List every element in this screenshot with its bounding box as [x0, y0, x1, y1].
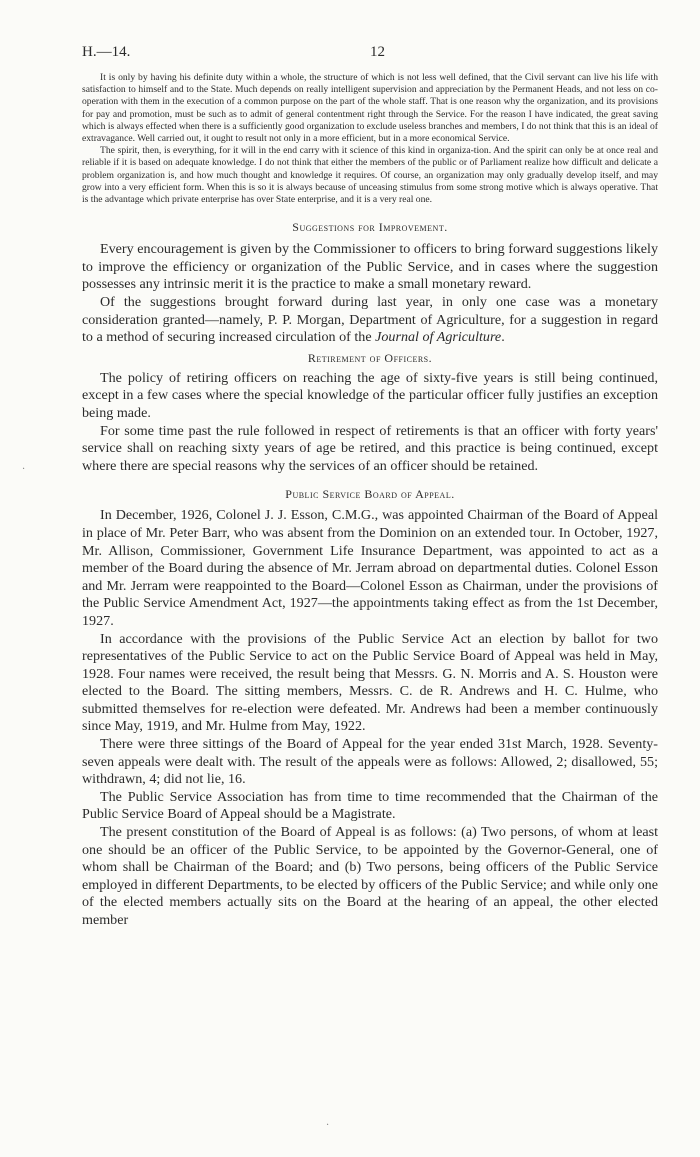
appeal-board-section [82, 507, 658, 929]
body-paragraph: For some time past the rule followed in respect of retirements is that an officer with forty years' service shall on reaching sixty years of age be retired, and this practice is being continued, except where there are special reasons why the services of an officer should be retained. [82, 422, 658, 474]
body-paragraph: Every encouragement is given by the Commissioner to officers to bring forward suggestions likely to improve the efficiency or organization of the Public Service, and in cases where the suggestion possesses any intrinsic merit it is the practice to make a small monetary reward. [82, 241, 658, 293]
paragraph-end: . [501, 329, 505, 346]
journal-title: Journal of Agriculture [375, 329, 502, 346]
section-heading-appeal-board: Public Service Board of Appeal. [285, 487, 455, 502]
document-reference: H.—14. [82, 44, 131, 60]
intro-paragraph: The spirit, then, is everything, for it will in the end carry with it science of this kind in organiza-tion. And the spirit can only be at once real and reliable if it is based on adequate knowledge. I do not think that either the members of the public or of Parliament realize how difficult and delicate a problem organization is, and how much thought and knowledge it requires. Of course, an organization may only gradually develop itself, and may grow into a very efficient form. When this is so it is always because of unceasing stimulus from some strong motive which is always operative. That is the advantage which private enterprise has over State enterprise, and it is a very real one. [82, 145, 658, 206]
body-paragraph: The policy of retiring officers on reaching the age of sixty-five years is still being continued, except in a few cases where the special knowledge of the particular officer fully justifies an exception being made. [82, 369, 658, 421]
retirement-section [82, 370, 658, 476]
body-paragraph: There were three sittings of the Board of Appeal for the year ended 31st March, 1928. Seventy-seven appeals were dealt with. The result of the appeals were as follows: Allowed, 2; disallowed, 55; withdrawn, 4; did not lie, 16. [82, 736, 658, 788]
document-page [82, 44, 658, 930]
paragraph-text: Of the suggestions brought forward during last year, in only one case was a monetary consideration granted—namely, P. P. Morgan, Department of Agriculture, for a suggestion in regard to a method of securing increased circulation of the [82, 294, 658, 346]
body-paragraph: In accordance with the provisions of the Public Service Act an election by ballot for two representatives of the Public Service to act on the Public Service Board of Appeal was held in May, 1928. Four names were received, the result being that Messrs. G. N. Morris and A. S. Houston were elected to the Board. The sitting members, Messrs. C. de R. Andrews and H. C. Hulme, who submitted themselves for re-election were defeated. Mr. Andrews had been a member continuously since May, 1919, and Mr. Hulme from May, 1922. [82, 630, 658, 735]
scan-mark: · [22, 464, 26, 475]
body-paragraph: The Public Service Association has from time to time recommended that the Chairman of the Public Service Board of Appeal should be a Magistrate. [82, 788, 658, 823]
body-paragraph [82, 294, 658, 347]
intro-paragraph: It is only by having his definite duty within a whole, the structure of which is not less well defined, that the Civil servant can live his life with satisfaction to himself and to the State. Much depends on really intelligent supervision and appreciation by the Permanent Heads, and not less on co-operation with them in the execution of a common purpose on the part of the whole staff. That is one reason why the organization, and its provisions for pay and promotion, must be such as to admit of general contentment right through the Service. For the reason I have indicated, the great saving which is always effected when there is a sufficiently good organization to exclude useless branches and members, I do not think that this is an ideal of extravagance. Well carried out, it ought to result not only in a more efficient, but in a more economical Service. [82, 72, 658, 145]
section-heading-suggestions: Suggestions for Improvement. [292, 220, 448, 235]
scan-mark: · [326, 1120, 330, 1131]
body-paragraph: The present constitution of the Board of Appeal is as follows: (a) Two persons, of whom at least one should be an officer of the Public Service, to be appointed by the Governor-General, one of whom shall be Chairman of the Board; and (b) Two persons, being officers of the Public Service employed in different Departments, to be elected by officers of the Public Service; and while only one of the elected members actually sits on the Board at the hearing of an appeal, the other elected member [82, 824, 658, 929]
body-paragraph: In December, 1926, Colonel J. J. Esson, C.M.G., was appointed Chairman of the Board of Appeal in place of Mr. Peter Barr, who was absent from the Dominion on an extended tour. In October, 1927, Mr. Allison, Commissioner, Government Life Insurance Department, was appointed to act as a member of the Board during the absence of Mr. Jerram abroad on departmental duties. Colonel Esson and Mr. Jerram were reappointed to the Board—Colonel Esson as Chairman, under the provisions of the Public Service Amendment Act, 1927—the appointments taking effect as from the 1st December, 1927. [82, 507, 658, 629]
section-heading-retirement: Retirement of Officers. [307, 350, 433, 365]
suggestions-section [82, 241, 658, 347]
page-number: 12 [370, 44, 385, 60]
intro-text [82, 72, 658, 206]
